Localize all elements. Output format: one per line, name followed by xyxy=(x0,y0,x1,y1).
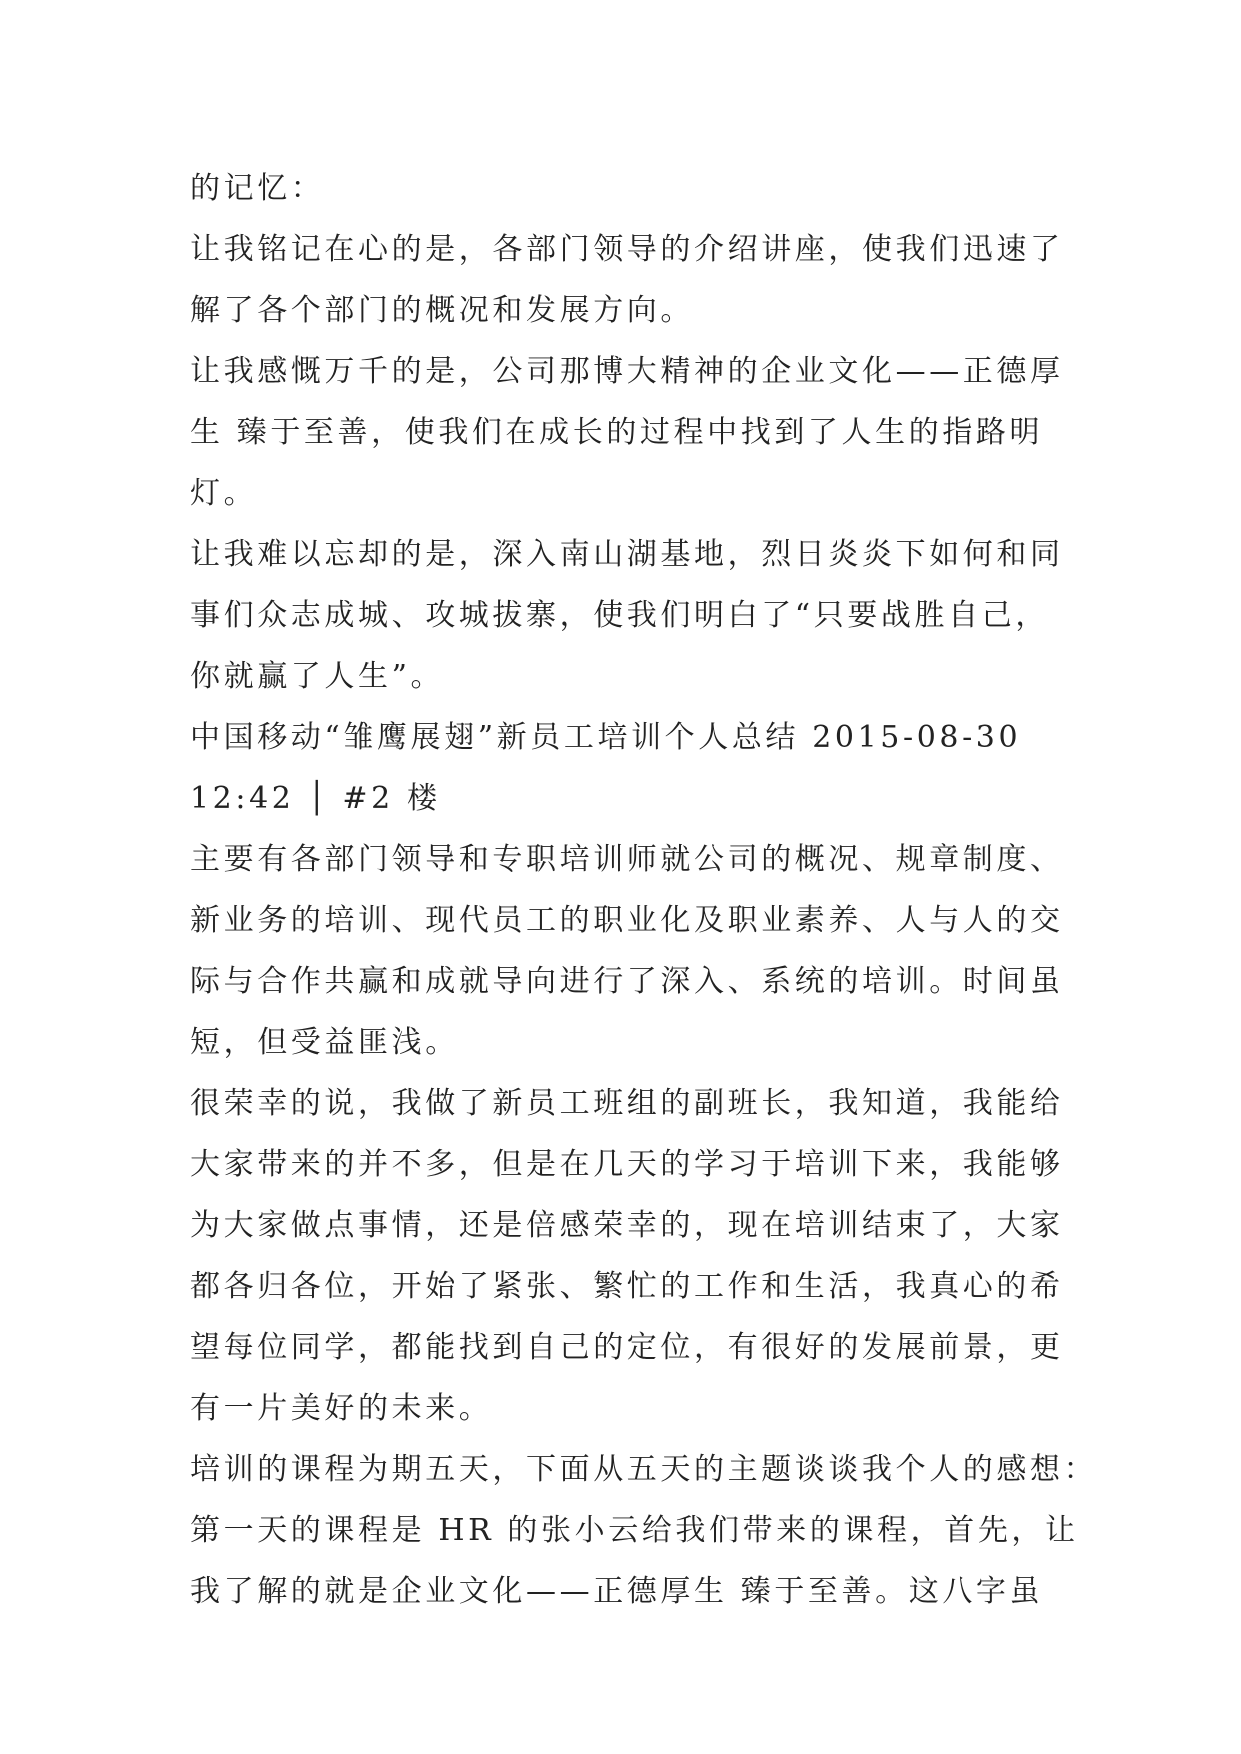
text-line: 大家带来的并不多，但是在几天的学习于培训下来，我能够 xyxy=(190,1147,1064,1182)
text-line: 你就赢了人生”。 xyxy=(190,659,445,694)
text-line: 让我铭记在心的是，各部门领导的介绍讲座，使我们迅速了 xyxy=(190,232,1064,267)
text-line: 灯。 xyxy=(190,476,258,511)
text-line: 际与合作共赢和成就导向进行了深入、系统的培训。时间虽 xyxy=(190,964,1064,999)
text-line: 主要有各部门领导和专职培训师就公司的概况、规章制度、 xyxy=(190,842,1064,877)
text-line: 事们众志成城、攻城拔寨，使我们明白了“只要战胜自己， xyxy=(190,598,1049,633)
text-line: 为大家做点事情，还是倍感荣幸的，现在培训结束了，大家 xyxy=(190,1208,1064,1243)
text-line: 短，但受益匪浅。 xyxy=(190,1025,459,1060)
post-timestamp-line: 12:42 │ #2 楼 xyxy=(190,781,441,816)
text-line: 生 臻于至善，使我们在成长的过程中找到了人生的指路明 xyxy=(190,415,1044,450)
text-line: 培训的课程为期五天，下面从五天的主题谈谈我个人的感想： xyxy=(190,1452,1098,1487)
text-line: 第一天的课程是 HR 的张小云给我们带来的课程，首先，让 xyxy=(190,1513,1079,1548)
text-line: 很荣幸的说，我做了新员工班组的副班长，我知道，我能给 xyxy=(190,1086,1064,1121)
text-line: 解了各个部门的概况和发展方向。 xyxy=(190,293,694,328)
post-header-line: 中国移动“雏鹰展翅”新员工培训个人总结 2015-08-30 xyxy=(190,720,1022,755)
text-line: 新业务的培训、现代员工的职业化及职业素养、人与人的交 xyxy=(190,903,1064,938)
text-line: 让我感慨万千的是，公司那博大精神的企业文化——正德厚 xyxy=(190,354,1064,389)
text-line: 的记忆： xyxy=(190,171,325,206)
document-body xyxy=(190,158,1098,1622)
text-line: 有一片美好的未来。 xyxy=(190,1391,493,1426)
text-line: 都各归各位，开始了紧张、繁忙的工作和生活，我真心的希 xyxy=(190,1269,1064,1304)
text-line: 我了解的就是企业文化——正德厚生 臻于至善。这八字虽 xyxy=(190,1574,1044,1609)
text-line: 让我难以忘却的是，深入南山湖基地，烈日炎炎下如何和同 xyxy=(190,537,1064,572)
text-line: 望每位同学，都能找到自己的定位，有很好的发展前景，更 xyxy=(190,1330,1064,1365)
